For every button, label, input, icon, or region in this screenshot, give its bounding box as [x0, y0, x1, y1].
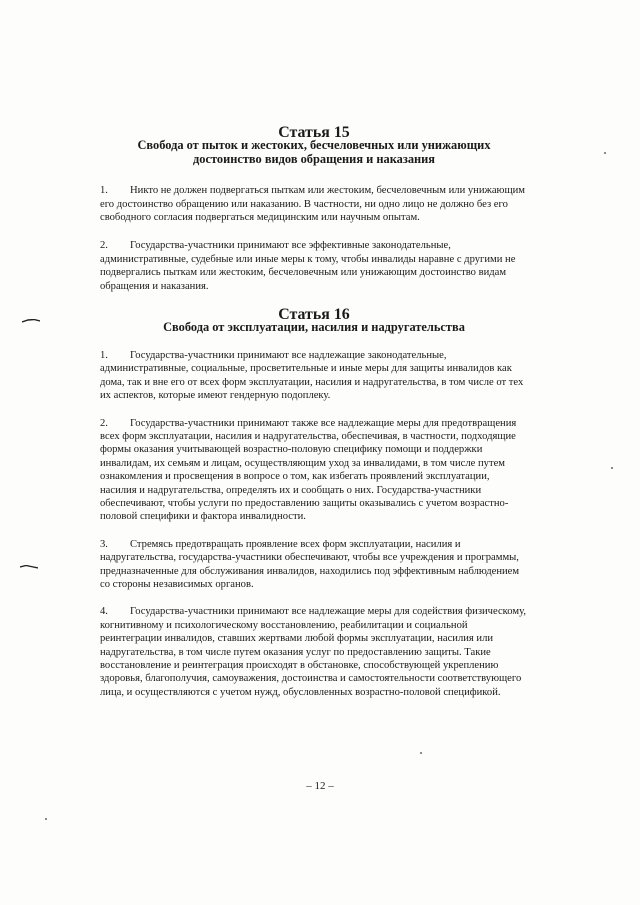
paragraph-number: 2. — [100, 240, 108, 252]
article-heading: Статья 15 — [278, 124, 350, 141]
article-15 — [100, 126, 528, 293]
article-title: Свобода от пыток и жестоких, бесчеловечных или унижающих достоинство видов обращения и наказания — [137, 138, 491, 166]
paragraph-number: 1. — [100, 349, 108, 361]
article-paragraph — [100, 184, 528, 224]
paragraph-text: Стремясь предотвращать проявление всех форм эксплуатации, насилия и надругательства, государства-участники обеспечивают, чтобы все учреждения и программы, предназначенные для обслуживания инвалидов, находились под эффективным наблюдением со стороны независимых органов. — [100, 538, 520, 590]
paragraph-text: Никто не должен подвергаться пыткам или жестоким, бесчеловечным или унижающим его достоинство обращению или наказанию. В частности, ни одно лицо не должно без его свободного согласия подвергаться медицинским или научным опытам. — [100, 185, 525, 224]
scan-artifact-mark — [20, 565, 38, 569]
article-paragraph — [100, 239, 528, 293]
scan-speck — [45, 818, 47, 820]
scan-speck — [420, 752, 422, 754]
paragraph-number: 3. — [100, 538, 108, 550]
article-paragraph — [100, 349, 528, 403]
paragraph-number: 1. — [100, 185, 108, 197]
scan-speck — [604, 152, 606, 154]
article-paragraph — [100, 538, 528, 592]
article-title: Свобода от эксплуатации, насилия и надругательства — [163, 320, 465, 335]
article-16 — [100, 308, 528, 699]
paragraph-text: Государства-участники принимают также все надлежащие меры для предотвращения всех форм эксплуатации, насилия и надругательства, обеспечивая, в частности, подходящие формы оказания учитывающей возрастно-половую специфику помощи и поддержки инвалидам, их семьям и лицам, осуществляющим уход за инвалидами, в том числе путем ознакомления и просвещения в вопросе о том, как избегать проявлений эксплуатации, насилия и надругательства, определять их и сообщать о них. Государства-участники обеспечивают, чтобы услуги по предоставлению защиты оказывались с учетом возрастно-половой специфики и фактора инвалидности. — [100, 417, 517, 523]
paragraph-number: 4. — [100, 606, 108, 618]
article-heading: Статья 16 — [278, 306, 350, 324]
scan-speck — [611, 467, 613, 469]
document-body — [100, 126, 528, 713]
article-paragraph — [100, 417, 528, 524]
paragraph-text: Государства-участники принимают все эффективные законодательные, административные, судебные или иные меры к тому, чтобы инвалиды наравне с другими не подвергались пыткам или жестоким, бесчеловечным или унижающим достоинство видам обращения и наказания. — [100, 240, 516, 292]
paragraph-text: Государства-участники принимают все надлежащие меры для содействия физическому, когнитивному и психологическому восстановлению, реабилитации и социальной реинтеграции инвалидов, ставших жертвами любой формы эксплуатации, насилия или надругательства, в том числе путем оказания услуг по предоставлению защиты. Такие восстановление и реинтеграция происходят в обстановке, способствующей укреплению здоровья, благополучия, самоуважения, достоинства и самостоятельности соответствующего лица, и осуществляются с учетом нужд, обусловленных возрастно-половой спецификой. — [100, 606, 526, 698]
page-number: – 12 – — [306, 780, 334, 792]
paragraph-text: Государства-участники принимают все надлежащие законодательные, административные, социальные, просветительные и иные меры для защиты инвалидов как дома, так и вне его от всех форм эксплуатации, насилия и надругательства, в том числе от тех их аспектов, которые имеют гендерную подоплеку. — [100, 349, 524, 402]
paragraph-number: 2. — [100, 417, 108, 429]
article-paragraph — [100, 605, 528, 699]
scan-artifact-mark — [22, 319, 40, 323]
